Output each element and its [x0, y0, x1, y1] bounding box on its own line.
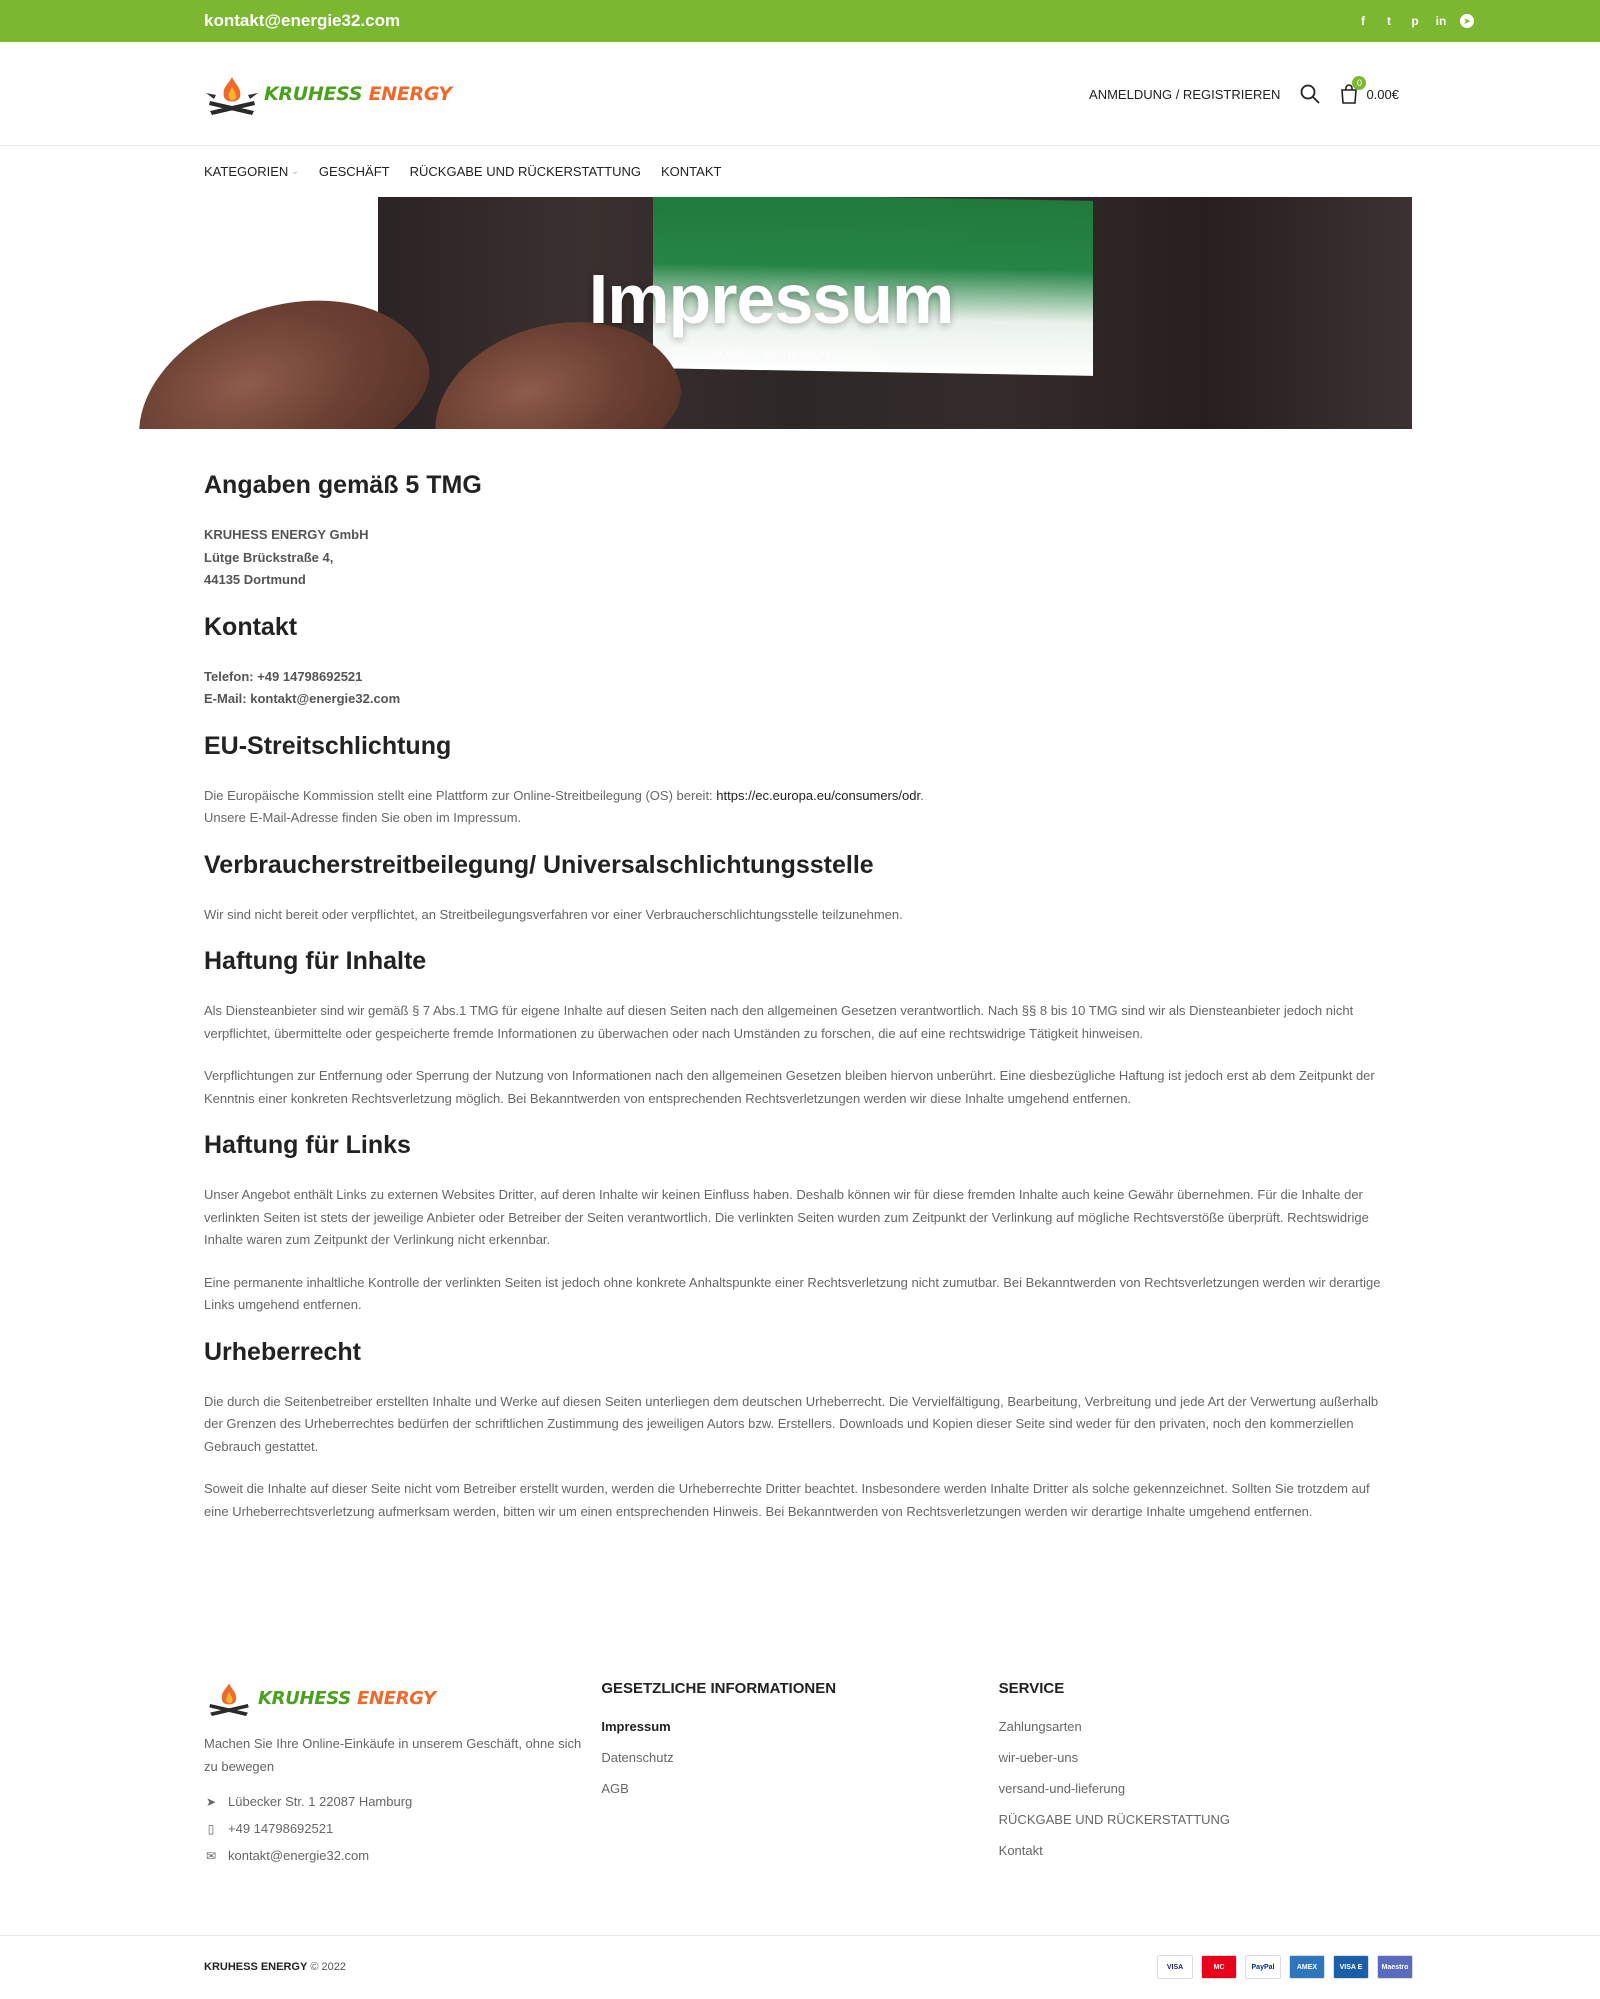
cart-count-badge: 0 — [1352, 76, 1366, 90]
footer-link-agb[interactable]: AGB — [601, 1781, 629, 1796]
footer-legal-title: GESETZLICHE INFORMATIONEN — [601, 1680, 837, 1697]
section-paragraph: Verpflichtungen zur Entfernung oder Sperrung der Nutzung von Informationen nach den allgemeinen Gesetzen bleiben hiervon unberührt. Eine diesbezügliche Haftung ist jedoch erst ab dem Zeitpunkt der Kenntnis einer konkreten Rechtsverletzung möglich. Bei Bekanntwerden von entsprechenden Rechtsverletzungen werden wir diese Inhalte umgehend entfernen. — [204, 1068, 1375, 1106]
section-paragraph: Die durch die Seitenbetreiber erstellten Inhalte und Werke auf diesen Seiten unterliegen dem deutschen Urheberrecht. Die Vervielfältigung, Bearbeitung, Verbreitung und jede Art der Verwertung außerhalb der Grenzen des Urheberrechtes bedürfen der schriftlichen Zustimmung des jeweiligen Autors bzw. Erstellers. Downloads und Kopien dieser Seite sind weder für den privaten, noch den kommerziellen Gebrauch gestattet. — [204, 1393, 1379, 1454]
pinterest-icon[interactable]: p — [1411, 14, 1419, 28]
mastercard-icon: MC — [1201, 1955, 1237, 1979]
footer-link-kontakt[interactable]: Kontakt — [998, 1843, 1043, 1858]
campfire-logo-icon — [204, 1680, 254, 1716]
footer-link-wir-ueber-uns[interactable]: wir-ueber-uns — [998, 1750, 1079, 1765]
nav-item-rueckgabe[interactable]: RÜCKGABE UND RÜCKERSTATTUNG — [409, 163, 641, 179]
section-heading: Urheberrecht — [204, 1337, 361, 1366]
nav-item-geschaeft[interactable]: GESCHÄFT — [318, 163, 390, 179]
site-logo[interactable] — [204, 73, 452, 115]
footer-about-column — [204, 1680, 601, 1910]
footer-link-zahlungsarten[interactable]: Zahlungsarten — [998, 1719, 1082, 1734]
section-heading: Verbraucherstreitbeilegung/ Universalschlichtungsstelle — [204, 850, 874, 879]
linkedin-icon[interactable]: in — [1435, 14, 1447, 28]
breadcrumb-home[interactable]: HOME — [711, 349, 745, 361]
topbar-email[interactable]: kontakt@energie32.com — [204, 11, 401, 30]
paypal-icon: PayPal — [1245, 1955, 1281, 1979]
cart-total: 0.00€ — [1366, 86, 1399, 102]
telegram-icon[interactable]: ➤ — [1460, 14, 1474, 28]
cart-button[interactable] — [1340, 78, 1399, 104]
footer-email[interactable]: ✉ kontakt@energie32.com — [205, 1848, 370, 1863]
company-address: KRUHESS ENERGY GmbH Lütge Brückstraße 4, 44135 Dortmund — [204, 527, 369, 587]
page-title: Impressum — [588, 260, 954, 338]
section-paragraph: Soweit die Inhalte auf dieser Seite nicht vom Betreiber erstellt wurden, werden die Urheberrechte Dritter beachtet. Insbesondere werden Inhalte Dritter als solche gekennzeichnet. Sollten Sie trotzdem auf eine Urheberrechtsverletzung aufmerksam werden, bitten wir um einen entsprechenden Hinweis. Bei Bekanntwerden von Rechtsverletzungen werden wir derartige Inhalte umgehend entfernen. — [204, 1481, 1370, 1519]
login-register-link[interactable]: ANMELDUNG / REGISTRIEREN — [1089, 86, 1281, 102]
visa-electron-icon: VISA E — [1333, 1955, 1369, 1979]
section-heading: EU-Streitschlichtung — [204, 731, 452, 760]
facebook-icon[interactable]: f — [1361, 14, 1365, 28]
section-paragraph: Eine permanente inhaltliche Kontrolle der verlinkten Seiten ist jedoch ohne konkrete Anhaltspunkte einer Rechtsverletzung nicht zumutbar. Bei Bekanntwerden von Rechtsverletzungen werden wir derartige Links umgehend entfernen. — [204, 1274, 1381, 1312]
copyright: KRUHESS ENERGY © 2022 — [204, 1961, 346, 1973]
nav-item-kategorien[interactable]: KATEGORIEN ⌄ — [204, 163, 299, 179]
search-icon[interactable] — [1300, 84, 1320, 104]
footer-link-versand[interactable]: versand-und-lieferung — [998, 1781, 1126, 1796]
footer-address: ➤ Lübecker Str. 1 22087 Hamburg — [205, 1794, 413, 1809]
twitter-icon[interactable]: t — [1387, 14, 1391, 28]
campfire-logo-icon — [204, 73, 260, 115]
odr-link[interactable]: https://ec.europa.eu/consumers/odr — [716, 787, 921, 803]
section-paragraph: Die Europäische Kommission stellt eine Plattform zur Online-Streitbeilegung (OS) bereit: https://ec.europa.eu/consumers/odr. Unsere E-Mail-Adresse finden Sie oben im Impressum. — [204, 787, 924, 825]
footer-phone[interactable]: ▯ +49 14798692521 — [204, 1821, 601, 1836]
section-paragraph: Als Diensteanbieter sind wir gemäß § 7 Abs.1 TMG für eigene Inhalte auf diesen Seiten nach den allgemeinen Gesetzen verantwortlich. Nach §§ 8 bis 10 TMG sind wir als Diensteanbieter jedoch nicht verpflichtet, übermittelte oder gespeicherte fremde Informationen zu überwachen oder nach Umständen zu forschen, die auf eine rechtswidrige Tätigkeit hinweisen. — [204, 1003, 1354, 1041]
footer-legal-column — [601, 1680, 998, 1910]
section-heading: Haftung für Inhalte — [204, 947, 427, 975]
section-heading: Kontakt — [204, 612, 298, 641]
breadcrumb-current: IMPRESSUM — [763, 349, 831, 361]
contact-info: Telefon: +49 14798692521 E-Mail: kontakt@energie32.com — [204, 668, 401, 706]
top-bar — [0, 0, 1600, 42]
nav-item-kontakt[interactable]: KONTAKT — [661, 163, 722, 179]
section-heading: Angaben gemäß 5 TMG — [204, 471, 482, 499]
footer-service-column — [999, 1680, 1396, 1910]
visa-icon: VISA — [1157, 1955, 1193, 1979]
footer-link-impressum[interactable]: Impressum — [601, 1719, 671, 1734]
breadcrumb: HOME / IMPRESSUM — [711, 349, 831, 361]
bottom-bar — [0, 1935, 1600, 1999]
footer-link-rueckgabe[interactable]: RÜCKGABE UND RÜCKERSTATTUNG — [998, 1812, 1231, 1827]
amex-icon: AMEX — [1289, 1955, 1325, 1979]
impressum-content — [204, 470, 1396, 1543]
main-nav — [0, 146, 1600, 196]
footer-about-text: Machen Sie Ihre Online-Einkäufe in unserem Geschäft, ohne sich zu bewegen — [204, 1736, 582, 1774]
location-arrow-icon: ➤ — [205, 1794, 217, 1809]
payment-methods — [1157, 1955, 1413, 1979]
section-paragraph: Wir sind nicht bereit oder verpflichtet, an Streitbeilegungsverfahren vor einer Verbraucherschlichtungsstelle teilzunehmen. — [204, 906, 903, 922]
section-heading: Haftung für Links — [204, 1131, 411, 1159]
section-paragraph: Unser Angebot enthält Links zu externen Websites Dritter, auf deren Inhalte wir keinen Einfluss haben. Deshalb können wir für diese fremden Inhalte auch keine Gewähr übernehmen. Für die Inhalte der verlinkten Seiten ist stets der jeweilige Anbieter oder Betreiber der Seiten verantwortlich. Die verlinkten Seiten wurden zum Zeitpunkt der Verlinkung auf mögliche Rechtsverstöße überprüft. Rechtswidrige Inhalte waren zum Zeitpunkt der Verlinkung nicht erkennbar. — [204, 1187, 1369, 1247]
site-header — [0, 42, 1600, 146]
footer-link-datenschutz[interactable]: Datenschutz — [601, 1750, 674, 1765]
site-footer — [204, 1680, 1396, 1910]
mail-icon: ✉ — [205, 1848, 217, 1863]
logo-text: KRUHESS ENERGY — [264, 83, 452, 105]
social-links — [1356, 14, 1474, 28]
maestro-icon: Maestro — [1377, 1955, 1413, 1979]
logo-text: KRUHESS ENERGY — [258, 1687, 436, 1709]
footer-service-title: SERVICE — [998, 1680, 1065, 1697]
phone-icon: ▯ — [207, 1821, 215, 1836]
page-hero — [130, 197, 1412, 429]
chevron-down-icon: ⌄ — [291, 165, 299, 176]
footer-logo[interactable] — [204, 1680, 601, 1716]
